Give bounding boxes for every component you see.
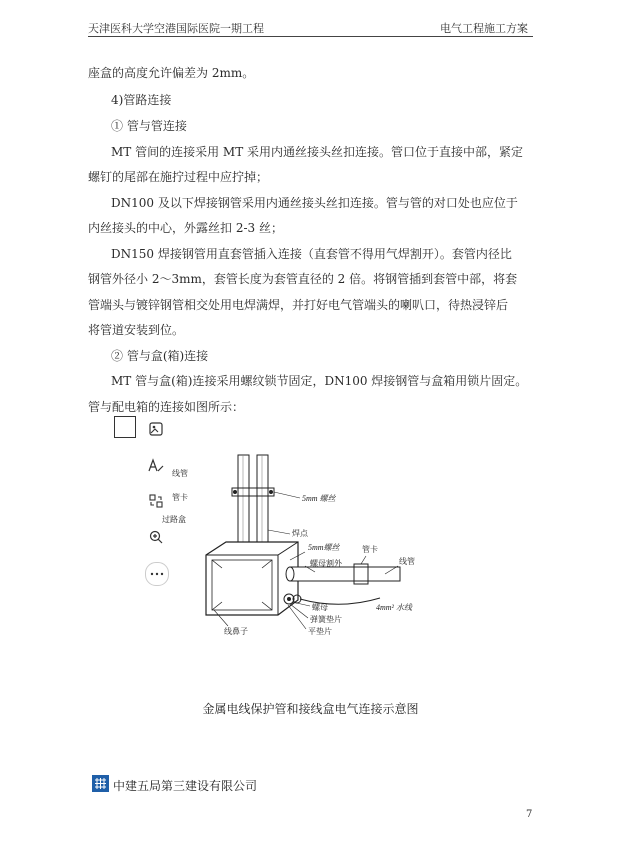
subsection-heading: ② 管与盒(箱)连接 [111, 349, 209, 363]
label-ground-wire: 4mm² 水线 [376, 603, 412, 612]
image-edit-icon[interactable] [145, 418, 167, 440]
paragraph-line: MT 管与盒(箱)连接采用螺纹锁节固定，DN100 焊接钢管与盒箱用锁片固定。 [111, 374, 528, 388]
label-pipe-clamp: 管卡 [172, 493, 188, 502]
paragraph-line: 将管道安装到位。 [88, 323, 185, 337]
label-nut: 螺母 [312, 603, 328, 612]
label-conduit-right: 线管 [399, 557, 415, 566]
page-number: 7 [526, 809, 533, 820]
footer-company-name: 中建五局第三建设有限公司 [113, 779, 258, 793]
header-rule [88, 36, 533, 37]
select-checkbox[interactable] [114, 416, 136, 438]
label-nut-cut: 螺母割外 [310, 559, 342, 568]
label-weld-point: 焊点 [292, 529, 308, 538]
label-screw-5mm: 5mm 螺丝 [302, 494, 336, 503]
paragraph-line: 螺钉的尾部在施拧过程中应拧掉； [88, 170, 269, 184]
label-pipe-clamp-right: 管卡 [362, 545, 378, 554]
paragraph-line: DN150 焊接钢管用直套管插入连接（直套管不得用气焊割开）。套管内径比 [111, 247, 512, 261]
label-screw-5mm-mid: 5mm螺丝 [308, 543, 340, 552]
paragraph-line: 管与配电箱的连接如图所示： [88, 400, 245, 414]
paragraph-line: 内丝接头的中心，外露丝扣 2-3 丝； [88, 221, 283, 235]
paragraph-line: 座盒的高度允许偏差为 2mm。 [88, 66, 255, 80]
label-flat-washer: 平垫片 [308, 627, 332, 636]
label-spring-washer: 弹簧垫片 [310, 615, 342, 624]
subsection-heading: ① 管与管连接 [111, 119, 187, 133]
junction-box-diagram [140, 440, 440, 640]
label-wire-lug: 线鼻子 [224, 627, 248, 636]
header-section-title: 电气工程施工方案 [440, 22, 528, 35]
label-pull-box: 过路盒 [162, 515, 186, 524]
label-conduit: 线管 [172, 469, 188, 478]
company-logo [92, 775, 109, 792]
header-project-title: 天津医科大学空港国际医院一期工程 [88, 22, 264, 35]
paragraph-line: 钢管外径小 2～3mm，套管长度为套管直径的 2 倍。将钢管插到套管中部，将套 [88, 272, 518, 286]
section-heading: 4)管路连接 [111, 93, 172, 107]
figure-caption: 金属电线保护管和接线盒电气连接示意图 [202, 702, 419, 716]
paragraph-line: 管端头与镀锌钢管相交处用电焊满焊，并打好电气管端头的喇叭口，待热浸锌后 [88, 298, 509, 312]
paragraph-line: MT 管间的连接采用 MT 采用内通丝接头丝扣连接。管口位于直接中部，紧定 [111, 145, 524, 159]
paragraph-line: DN100 及以下焊接钢管采用内通丝接头丝扣连接。管与管的对口处也应位于 [111, 196, 518, 210]
